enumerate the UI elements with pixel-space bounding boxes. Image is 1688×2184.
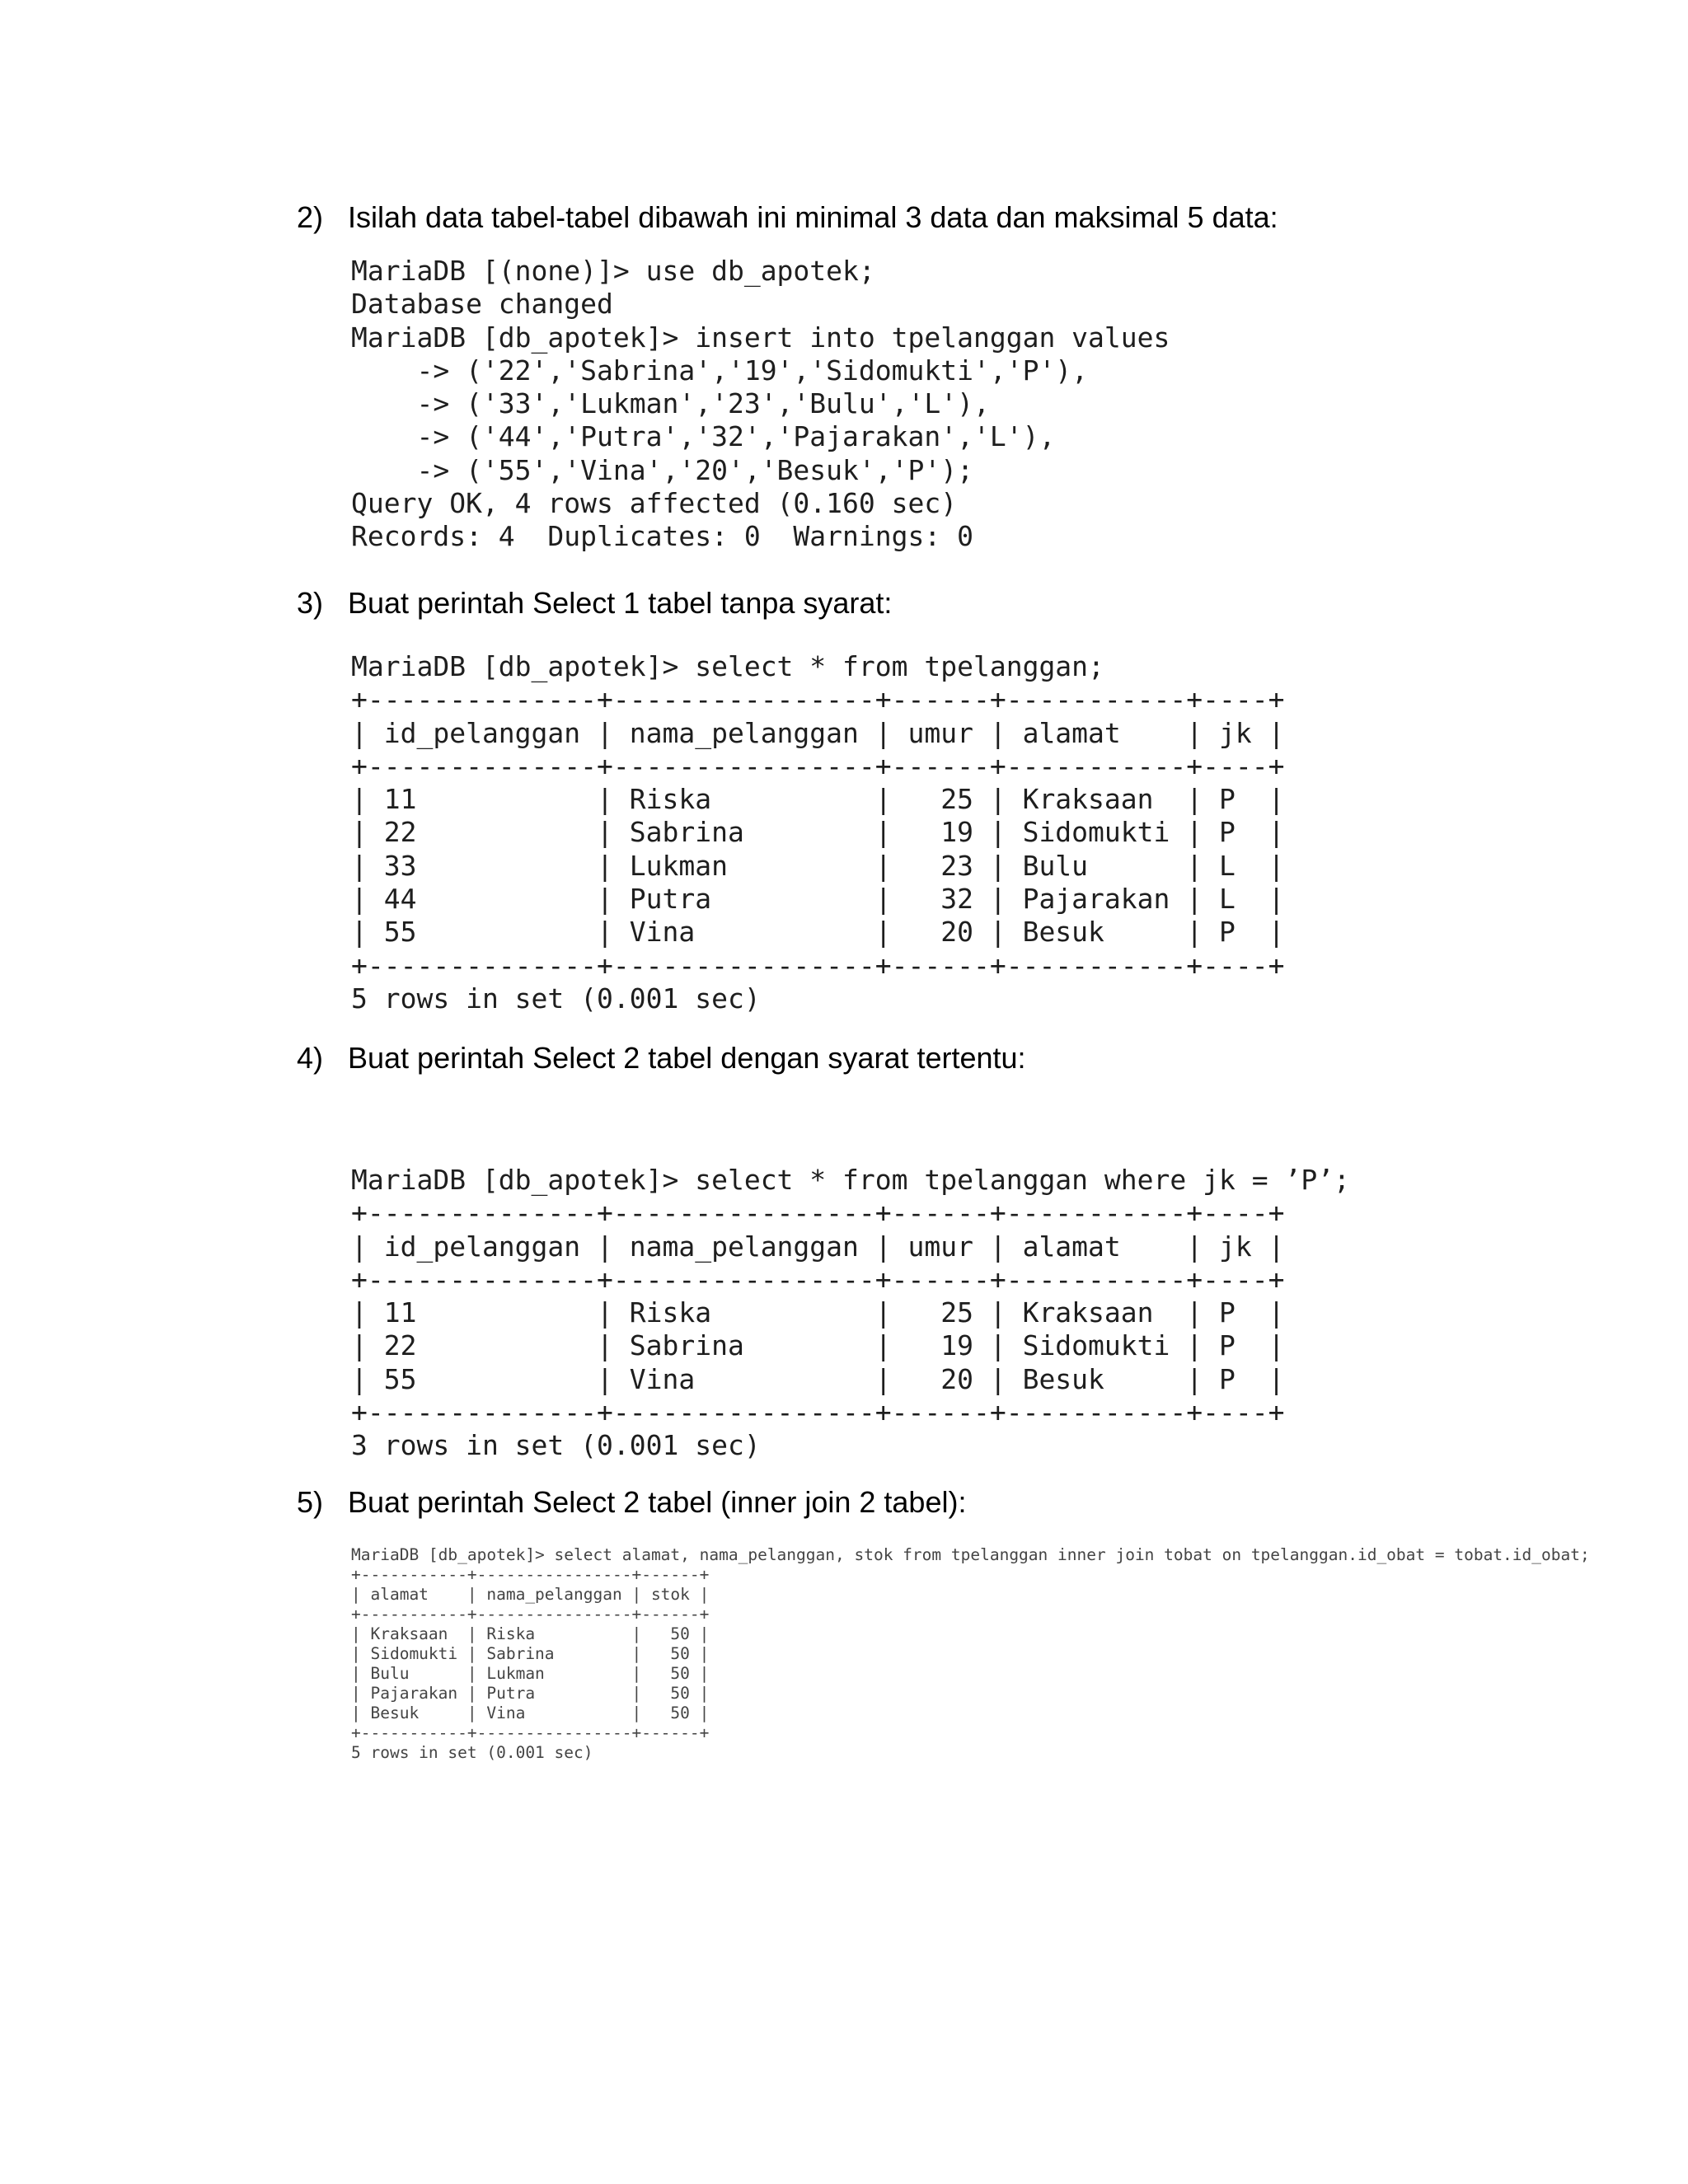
terminal-line: 5 rows in set (0.001 sec) (351, 1743, 593, 1762)
section-number: 5) (297, 1485, 324, 1519)
terminal-line: | 55 | Vina | 20 | Besuk | P | (351, 1362, 1285, 1395)
terminal-line: MariaDB [(none)]> use db_apotek; (351, 255, 875, 287)
terminal-line: +--------------+----------------+------+-----------+----+ (351, 683, 1285, 716)
section-number: 3) (297, 586, 324, 620)
terminal-line: | 11 | Riska | 25 | Kraksaan | P | (351, 783, 1285, 816)
section-3-heading (297, 586, 892, 621)
terminal-line: +--------------+----------------+------+-----------+----+ (351, 749, 1285, 782)
terminal-line: +-----------+----------------+------+ (351, 1565, 710, 1584)
terminal-line: MariaDB [db_apotek]> insert into tpelanggan values (351, 321, 1170, 354)
section-number: 2) (297, 200, 324, 234)
terminal-line: | id_pelanggan | nama_pelanggan | umur | alamat | jk | (351, 1230, 1285, 1263)
terminal-line: -> ('22','Sabrina','19','Sidomukti','P'), (351, 354, 1089, 387)
terminal-line: -> ('44','Putra','32','Pajarakan','L'), (351, 420, 1056, 453)
terminal-line: MariaDB [db_apotek]> select alamat, nama_pelanggan, stok from tpelanggan inner join tobat on tpelanggan.id_obat = tobat.id_obat; (351, 1545, 1590, 1564)
terminal-line: -> ('55','Vina','20','Besuk','P'); (351, 453, 973, 486)
terminal-line: MariaDB [db_apotek]> select * from tpelanggan where jk = ’P’; (351, 1164, 1350, 1196)
section-title: Buat perintah Select 2 tabel dengan syarat tertentu: (348, 1041, 1026, 1075)
terminal-line: | Kraksaan | Riska | 50 | (351, 1624, 710, 1643)
section-4-heading (297, 1041, 1026, 1076)
section-2-heading (297, 200, 1278, 235)
terminal-line: | 22 | Sabrina | 19 | Sidomukti | P | (351, 816, 1285, 849)
section-5-heading (297, 1485, 966, 1520)
terminal-line: MariaDB [db_apotek]> select * from tpelanggan; (351, 650, 1104, 682)
terminal-line: +--------------+----------------+------+-----------+----+ (351, 949, 1285, 982)
terminal-line: +--------------+----------------+------+-----------+----+ (351, 1197, 1285, 1230)
terminal-line: +--------------+----------------+------+-----------+----+ (351, 1396, 1285, 1429)
terminal-line: Database changed (351, 288, 613, 321)
terminal-line: 3 rows in set (0.001 sec) (351, 1429, 761, 1462)
terminal-line: | 55 | Vina | 20 | Besuk | P | (351, 916, 1285, 949)
terminal-line: | 22 | Sabrina | 19 | Sidomukti | P | (351, 1329, 1285, 1362)
terminal-line: | 11 | Riska | 25 | Kraksaan | P | (351, 1296, 1285, 1329)
terminal-line: | 33 | Lukman | 23 | Bulu | L | (351, 849, 1285, 882)
terminal-line: 5 rows in set (0.001 sec) (351, 982, 761, 1015)
terminal-select-where-output (351, 1164, 1350, 1463)
section-number: 4) (297, 1041, 324, 1075)
terminal-line: | alamat | nama_pelanggan | stok | (351, 1585, 710, 1604)
terminal-line: | Sidomukti | Sabrina | 50 | (351, 1644, 710, 1663)
terminal-line: +-----------+----------------+------+ (351, 1723, 710, 1742)
terminal-line: | Besuk | Vina | 50 | (351, 1704, 710, 1722)
terminal-line: | id_pelanggan | nama_pelanggan | umur | alamat | jk | (351, 716, 1285, 749)
terminal-line: | Bulu | Lukman | 50 | (351, 1664, 710, 1683)
section-title: Buat perintah Select 2 tabel (inner join 2 tabel): (348, 1485, 967, 1519)
terminal-select-all-output (351, 650, 1284, 1015)
terminal-line: -> ('33','Lukman','23','Bulu','L'), (351, 387, 990, 420)
terminal-insert-output (351, 255, 1170, 554)
terminal-line: | Pajarakan | Putra | 50 | (351, 1684, 710, 1703)
terminal-line: Query OK, 4 rows affected (0.160 sec) (351, 487, 958, 520)
terminal-line: Records: 4 Duplicates: 0 Warnings: 0 (351, 520, 973, 553)
section-title: Buat perintah Select 1 tabel tanpa syarat: (348, 586, 893, 620)
terminal-inner-join-output (351, 1545, 1590, 1763)
terminal-line: +--------------+----------------+------+-----------+----+ (351, 1263, 1285, 1296)
terminal-line: | 44 | Putra | 32 | Pajarakan | L | (351, 883, 1285, 916)
terminal-line: +-----------+----------------+------+ (351, 1605, 710, 1624)
section-title: Isilah data tabel-tabel dibawah ini minimal 3 data dan maksimal 5 data: (348, 200, 1278, 234)
